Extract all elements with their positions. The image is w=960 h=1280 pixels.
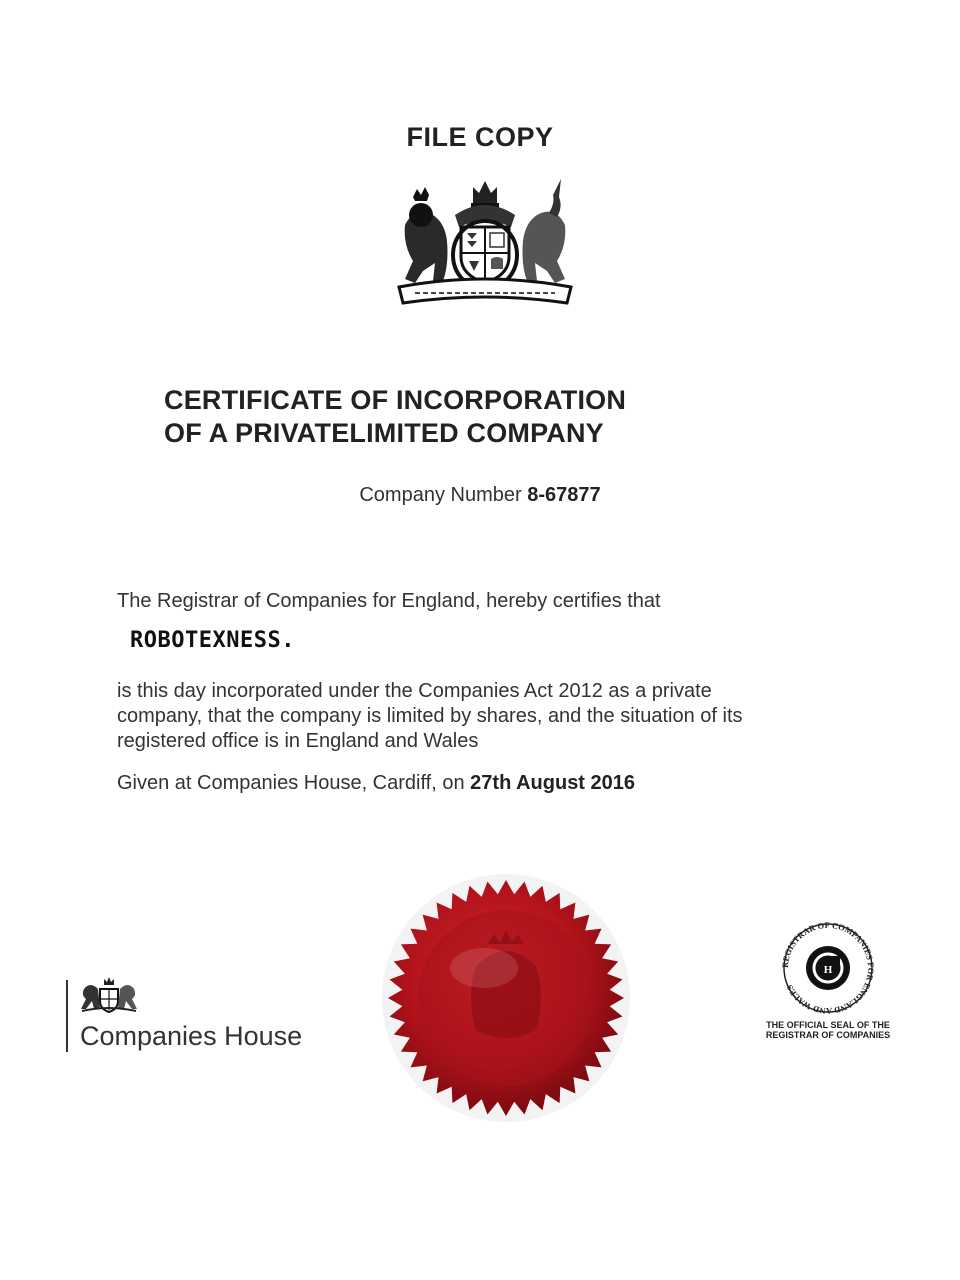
- certificate-title-line1: CERTIFICATE OF INCORPORATION: [164, 385, 627, 415]
- statement-line2: company, that the company is limited by shares, and the situation of its: [117, 705, 743, 727]
- crown-crest-icon: [80, 977, 138, 1015]
- given-date: 27th August 2016: [470, 772, 636, 794]
- file-copy-heading: FILE COPY: [406, 122, 554, 152]
- registrar-official-seal: [748, 918, 908, 1048]
- companies-house-label: Companies House: [80, 1021, 303, 1051]
- official-seal-caption: [748, 1020, 908, 1040]
- given-at-line: [117, 772, 635, 795]
- statement-line1: is this day incorporated under the Companies Act 2012 as a private: [117, 680, 712, 702]
- registrar-statement: The Registrar of Companies for England, hereby certifies that: [117, 590, 661, 612]
- official-seal-caption-line1: THE OFFICIAL SEAL OF THE: [766, 1020, 890, 1030]
- statement-line3: registered office is in England and Wales: [117, 730, 479, 752]
- certificate-title: [164, 384, 626, 450]
- company-number-line: [0, 484, 960, 507]
- companies-house-logo: [66, 975, 366, 1055]
- svg-text:H: H: [823, 964, 833, 976]
- seal-ring-text: REGISTRAR OF COMPANIES FOR ENGLAND AND WALES: [779, 919, 877, 1017]
- royal-coat-of-arms-icon: [385, 175, 585, 310]
- incorporation-statement: [117, 679, 947, 754]
- logo-divider: [66, 980, 68, 1052]
- official-seal-caption-line2: REGISTRAR OF COMPANIES: [765, 1030, 891, 1040]
- company-number-value: 8-67877: [527, 484, 601, 506]
- given-at-prefix: Given at Companies House, Cardiff, on: [117, 772, 465, 794]
- registrar-seal-icon: [758, 918, 898, 1018]
- company-name: ROBOTEXNESS.: [130, 628, 295, 653]
- company-number-label: Company Number: [359, 484, 522, 506]
- certificate-title-line2: OF A PRIVATELIMITED COMPANY: [164, 418, 604, 448]
- wax-seal-icon: [380, 872, 632, 1124]
